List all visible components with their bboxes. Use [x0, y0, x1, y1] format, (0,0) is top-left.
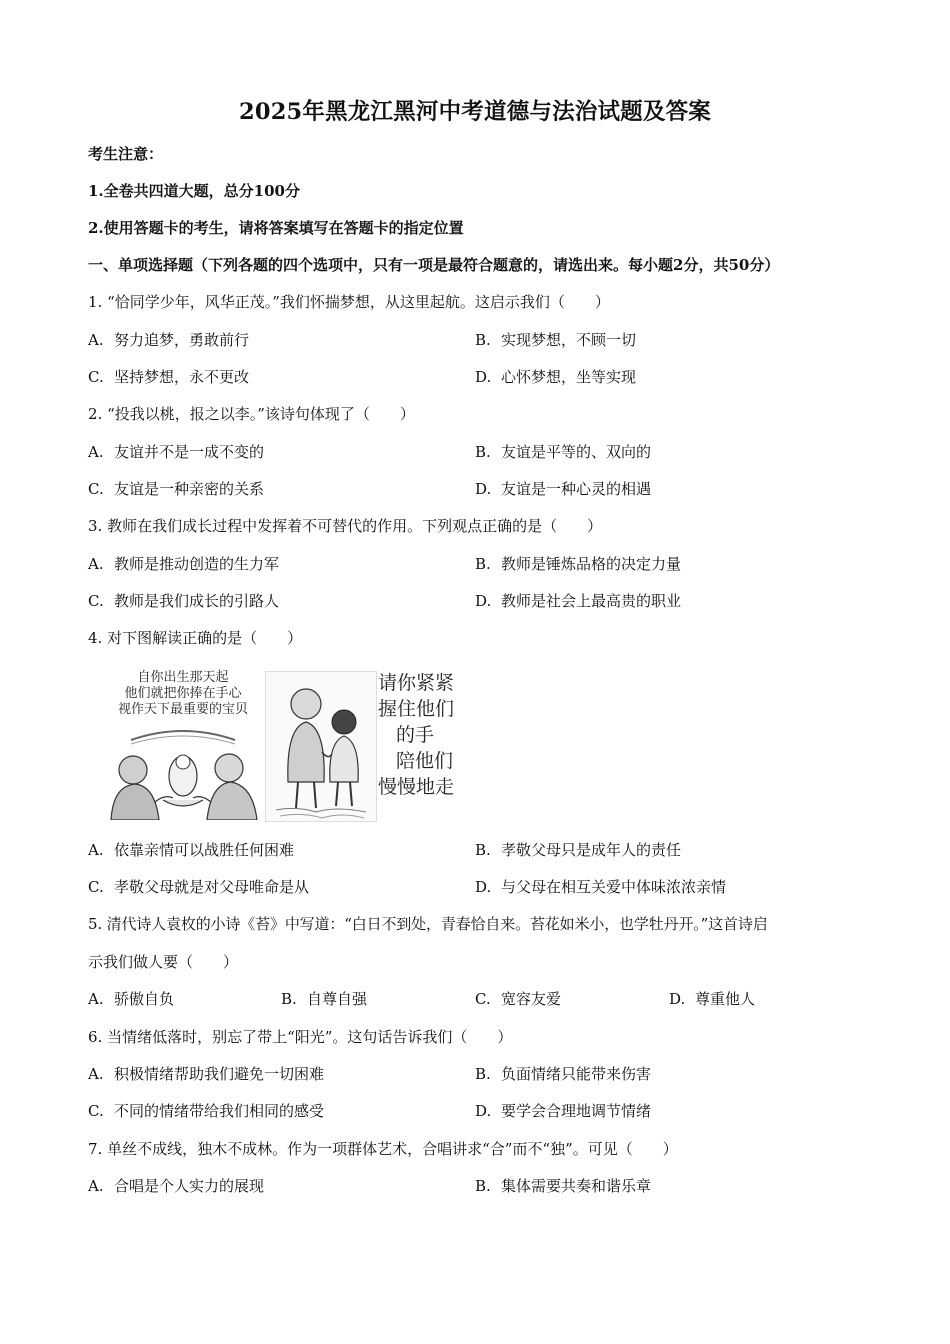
question-stem: 5. 清代诗人袁枚的小诗《苔》中写道：“白日不到处，青春恰自来。苔花如米小，也学牡丹开。”这首诗启	[88, 915, 768, 933]
option: A. 合唱是个人实力的展现	[88, 1177, 265, 1195]
option: A. 教师是推动创造的生力军	[88, 555, 280, 573]
option: C. 友谊是一种亲密的关系	[88, 480, 265, 498]
option: B. 孝敬父母只是成年人的责任	[475, 841, 682, 859]
question-stem: 6. 当情绪低落时，别忘了带上“阳光”。这句话告诉我们（ ）	[88, 1028, 513, 1046]
option: A. 依靠亲情可以战胜任何困难	[88, 841, 295, 859]
option: A. 骄傲自负	[88, 990, 175, 1008]
page-title: 2025年黑龙江黑河中考道德与法治试题及答案	[238, 99, 712, 125]
notice-item: 2.使用答题卡的考生，请将答案填写在答题卡的指定位置	[88, 219, 464, 237]
option: C. 孝敬父母就是对父母唯命是从	[88, 878, 310, 896]
question-stem: 3. 教师在我们成长过程中发挥着不可替代的作用。下列观点正确的是（ ）	[88, 517, 603, 535]
question-stem: 2. “投我以桃，报之以李。”该诗句体现了（ ）	[88, 405, 415, 423]
option: D. 友谊是一种心灵的相遇	[475, 480, 652, 498]
cartoon-left-caption: 自你出生那天起 他们就把你捧在手心 视作天下最重要的宝贝	[117, 670, 248, 717]
cartoon-panel-birth	[103, 668, 263, 820]
cartoon-panel-walk	[265, 671, 377, 822]
option: A. 努力追梦，勇敢前行	[88, 331, 250, 349]
question-stem: 4. 对下图解读正确的是（ ）	[88, 629, 303, 647]
option: D. 要学会合理地调节情绪	[475, 1102, 652, 1120]
question-stem-continued: 示我们做人要（ ）	[88, 953, 239, 971]
section-heading: 一、单项选择题（下列各题的四个选项中，只有一项是最符合题意的，请选出来。每小题2分，共50分）	[88, 256, 780, 274]
option: B. 实现梦想，不顾一切	[475, 331, 637, 349]
option: D. 尊重他人	[669, 990, 756, 1008]
option: B. 负面情绪只能带来伤害	[475, 1065, 652, 1083]
notice-heading: 考生注意：	[88, 145, 164, 163]
question-stem: 7. 单丝不成线，独木不成林。作为一项群体艺术，合唱讲求“合”而不“独”。可见（ ）	[88, 1140, 678, 1158]
option: C. 宽容友爱	[475, 990, 562, 1008]
option: D. 与父母在相互关爱中体味浓浓亲情	[475, 878, 727, 896]
option: B. 集体需要共奏和谐乐章	[475, 1177, 652, 1195]
option: B. 教师是锤炼品格的决定力量	[475, 555, 682, 573]
child-walking-with-parent-illustration	[266, 672, 376, 821]
question-stem: 1. “恰同学少年，风华正茂。”我们怀揣梦想，从这里起航。这启示我们（ ）	[88, 293, 610, 311]
option: D. 教师是社会上最高贵的职业	[475, 592, 682, 610]
option: C. 坚持梦想，永不更改	[88, 368, 250, 386]
cartoon-figure	[103, 668, 475, 820]
option: C. 不同的情绪带给我们相同的感受	[88, 1102, 325, 1120]
option: C. 教师是我们成长的引路人	[88, 592, 280, 610]
option: D. 心怀梦想，坐等实现	[475, 368, 637, 386]
option: B. 友谊是平等的、双向的	[475, 443, 652, 461]
option: B. 自尊自强	[281, 990, 368, 1008]
option: A. 积极情绪帮助我们避免一切困难	[88, 1065, 325, 1083]
option: A. 友谊并不是一成不变的	[88, 443, 265, 461]
parents-holding-baby-illustration	[103, 720, 263, 820]
cartoon-right-caption: 请你紧紧 握住他们 的手 陪他们 慢慢地走	[378, 672, 455, 798]
notice-item: 1.全卷共四道大题，总分100分	[88, 182, 300, 200]
